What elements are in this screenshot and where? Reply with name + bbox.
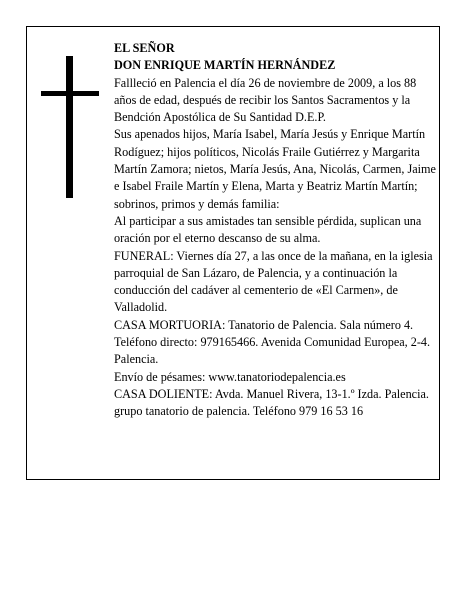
funeral-home-paragraph: CASA MORTUORIA: Tanatorio de Palencia. Sala número 4. Teléfono directo: 979165466. Avenida Comunidad Europea, 2-4. Palencia. — [114, 317, 431, 367]
family-home-paragraph: CASA DOLIENTE: Avda. Manuel Rivera, 13-1.º Izda. Palencia. — [114, 386, 429, 401]
latin-cross-icon — [41, 56, 99, 198]
obituary-text — [114, 40, 436, 421]
deceased-name: DON ENRIQUE MARTÍN HERNÁNDEZ — [114, 58, 336, 73]
obituary-notice — [26, 26, 440, 480]
condolences-paragraph: Envío de pésames: www.tanatoriodepalencia.es — [114, 369, 346, 384]
cross-horizontal-bar — [41, 91, 99, 96]
notice-title: EL SEÑOR — [114, 41, 175, 55]
cross-vertical-bar — [66, 56, 73, 198]
family-paragraph: Sus apenados hijos, María Isabel, María Jesús y Enrique Martín Rodíguez; hijos políticos, Nicolás Fraile Gutiérrez y Margarita Martín Zamora; nietos, María Jesús, Ana, Nicolás, Carmen, Jaime e Isabel Fraile Martín y Elena, Marta y Beatriz Martín Martín; sobrinos, primos y demás familia: — [114, 127, 436, 211]
funeral-paragraph: FUNERAL: Viernes día 27, a las once de la mañana, en la iglesia parroquial de San Lázaro, de Palencia, y a continuación la conducción del cadáver al cementerio de «El Carmen», de Valladolid. — [114, 248, 433, 315]
funeral-group-paragraph: grupo tanatorio de palencia. Teléfono 979 16 53 16 — [114, 404, 364, 419]
prayer-request-paragraph: Al participar a sus amistades tan sensible pérdida, suplican una oración por el eterno descanso de su alma. — [114, 213, 422, 246]
death-details-paragraph: Fallleció en Palencia el día 26 de noviembre de 2009, a los 88 años de edad, después de recibir los Santos Sacramentos y la Bendción Apostólica de Su Santidad D.E.P. — [114, 75, 417, 125]
